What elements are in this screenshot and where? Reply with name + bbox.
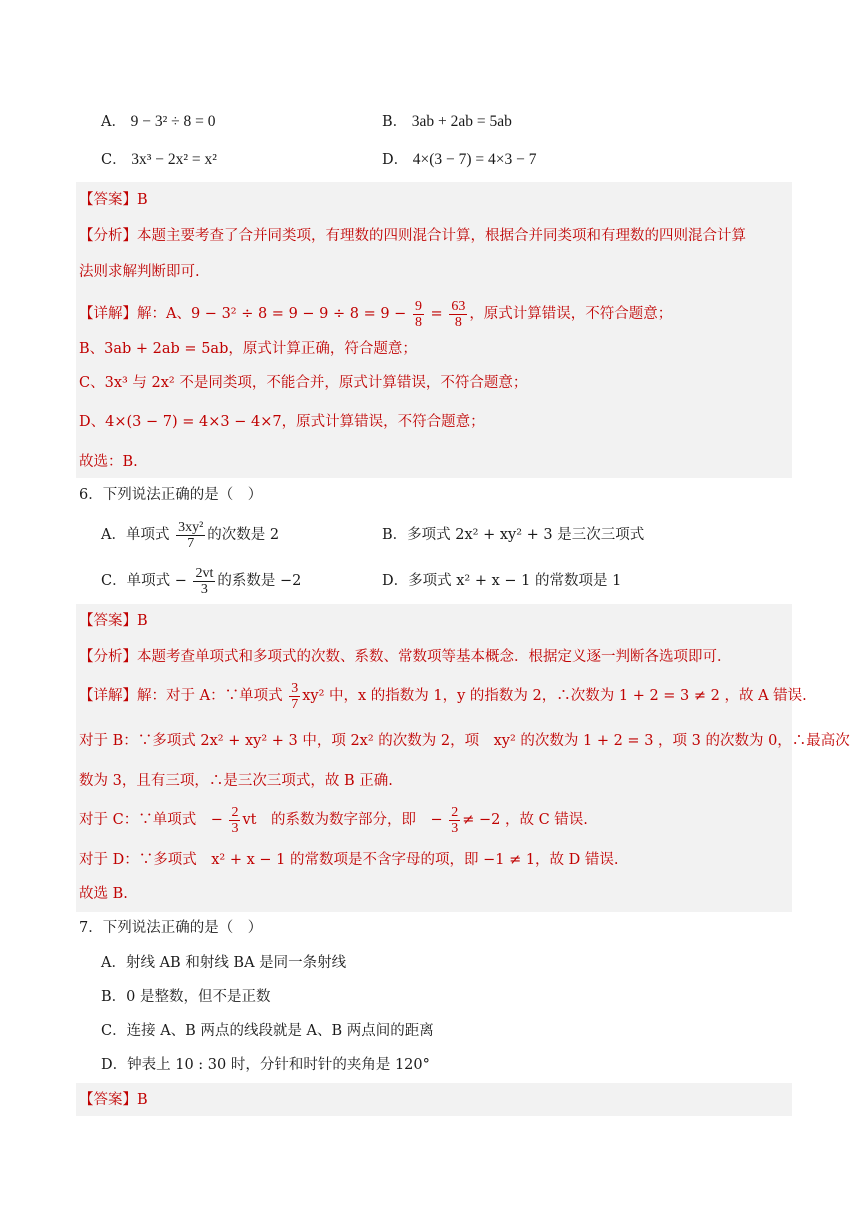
q6-option-a-post: 的次数是 2 bbox=[207, 527, 280, 543]
q6-detail-c-post: ≠ −2 ，故 C 错误. bbox=[462, 812, 588, 828]
q6-answer: 【答案】B bbox=[79, 613, 148, 629]
q6-option-b-label: B． bbox=[382, 527, 408, 543]
q6-analysis: 【分析】本题考查单项式和多项式的次数、系数、常数项等基本概念．根据定义逐一判断各选项即可． bbox=[79, 649, 732, 665]
q5-conclusion: 故选：B. bbox=[79, 454, 138, 470]
q5-fraction-9-8: $\frac{9}{8}$ bbox=[414, 298, 422, 330]
q6-detail-c-fraction-1: $\frac{2}{3}$ bbox=[231, 804, 239, 836]
q5-option-b-label: B． bbox=[382, 114, 408, 130]
q6-option-d-text: 多项式 x² + x − 1 的常数项是 1 bbox=[408, 573, 622, 589]
q7-answer: 【答案】B bbox=[79, 1092, 148, 1108]
q6-option-d bbox=[382, 571, 621, 591]
q6-option-c-post: 的系数是 −2 bbox=[217, 573, 302, 589]
q5-detail-c: C、3x³ 与 2x² 不是同类项，不能合并，原式计算错误，不符合题意； bbox=[79, 375, 528, 391]
q7-stem: 7．下列说法正确的是（ ） bbox=[79, 920, 263, 936]
q6-option-b bbox=[382, 525, 644, 545]
q5-option-d bbox=[382, 150, 537, 170]
q5-equals: = bbox=[430, 306, 443, 322]
q6-detail-c-pre: 对于 C：∵单项式 − bbox=[79, 812, 223, 828]
q5-option-b-text: 3ab + 2ab = 5ab bbox=[411, 113, 512, 130]
q6-option-c-label: C． bbox=[101, 573, 127, 589]
q5-detail-d: D、4×(3 − 7) = 4×3 − 4×7，原式计算错误，不符合题意； bbox=[79, 414, 485, 430]
q5-option-c-label: C． bbox=[101, 152, 127, 168]
q5-detail-a-post: ，原式计算错误，不符合题意； bbox=[469, 306, 673, 322]
q6-detail-c-mid: vt 的系数为数字部分，即 − bbox=[242, 812, 443, 828]
q6-conclusion: 故选 B. bbox=[79, 886, 128, 902]
q5-option-a-text: 9 − 3² ÷ 8 = 0 bbox=[130, 113, 216, 130]
q7-solution-box bbox=[76, 1083, 792, 1116]
q5-detail-b: B、3ab + 2ab = 5ab，原式计算正确，符合题意； bbox=[79, 341, 417, 357]
q5-option-d-text: 4×(3 − 7) = 4×3 − 7 bbox=[412, 151, 537, 168]
q5-fraction-63-8: $\frac{63}{8}$ bbox=[451, 298, 466, 330]
q5-option-d-label: D． bbox=[382, 152, 409, 168]
q5-option-a bbox=[101, 112, 215, 132]
q7-option-b: B．0 是整数，但不是正数 bbox=[101, 989, 271, 1005]
q5-detail-label: 【详解】 bbox=[79, 306, 137, 322]
q5-analysis-line-1: 【分析】本题主要考查了合并同类项，有理数的四则混合计算，根据合并同类项和有理数的四则混合计算 bbox=[79, 228, 746, 244]
q6-detail-c-fraction-2: $\frac{2}{3}$ bbox=[451, 804, 459, 836]
q6-detail-c bbox=[79, 801, 588, 839]
q5-analysis-line-2: 法则求解判断即可. bbox=[79, 264, 200, 280]
q6-option-c bbox=[101, 563, 301, 599]
q6-detail-b-line-1: 对于 B：∵多项式 2x² + xy² + 3 中，项 2x² 的次数为 2，项 xy² 的次数为 1 + 2 = 3 ，项 3 的次数为 0，∴最高次 bbox=[79, 733, 850, 749]
q6-detail-label: 【详解】 bbox=[79, 688, 137, 704]
q5-option-c bbox=[101, 150, 217, 170]
q7-option-c: C．连接 A、B 两点的线段就是 A、B 两点间的距离 bbox=[101, 1023, 434, 1039]
q6-option-a bbox=[101, 517, 279, 553]
q7-option-a: A．射线 AB 和射线 BA 是同一条射线 bbox=[101, 955, 347, 971]
q6-detail-a-post: xy² 中，x 的指数为 1，y 的指数为 2，∴次数为 1 + 2 = 3 ≠ 2 ，故 A 错误. bbox=[302, 688, 807, 704]
q6-option-a-label: A． bbox=[101, 527, 126, 543]
q6-detail-b-line-2: 数为 3，且有三项，∴是三次三项式，故 B 正确. bbox=[79, 773, 393, 789]
q6-stem: 6．下列说法正确的是（ ） bbox=[79, 487, 263, 503]
q5-option-a-label: A． bbox=[101, 114, 126, 130]
q6-detail-a-pre: 解：对于 A：∵单项式 bbox=[137, 688, 283, 704]
q6-option-b-text: 多项式 2x² + xy² + 3 是三次三项式 bbox=[407, 527, 645, 543]
q5-detail-a-pre: 解：A、9 − 3² ÷ 8 = 9 − 9 ÷ 8 = 9 − bbox=[137, 306, 407, 322]
q5-answer: 【答案】B bbox=[79, 192, 148, 208]
q6-option-a-pre: 单项式 bbox=[125, 527, 170, 543]
q6-option-c-pre: 单项式 − bbox=[126, 573, 187, 589]
q5-option-b bbox=[382, 112, 512, 132]
q5-detail-a bbox=[79, 297, 672, 331]
q6-option-a-fraction: $\frac{\text{3xy²}}{7}$ bbox=[178, 519, 204, 551]
q5-option-c-text: 3x³ − 2x² = x² bbox=[131, 151, 217, 168]
q6-option-d-label: D． bbox=[382, 573, 409, 589]
q6-option-c-fraction: $\frac{2vt}{3}$ bbox=[195, 565, 214, 597]
q6-detail-d: 对于 D：∵多项式 x² + x − 1 的常数项是不含字母的项，即 −1 ≠ 1，故 D 错误. bbox=[79, 852, 619, 868]
q6-detail-a bbox=[79, 678, 807, 714]
q6-detail-a-fraction: $\frac{3}{7}$ bbox=[291, 680, 299, 712]
q7-option-d: D．钟表上 10 : 30 时，分针和时针的夹角是 120° bbox=[101, 1057, 430, 1073]
